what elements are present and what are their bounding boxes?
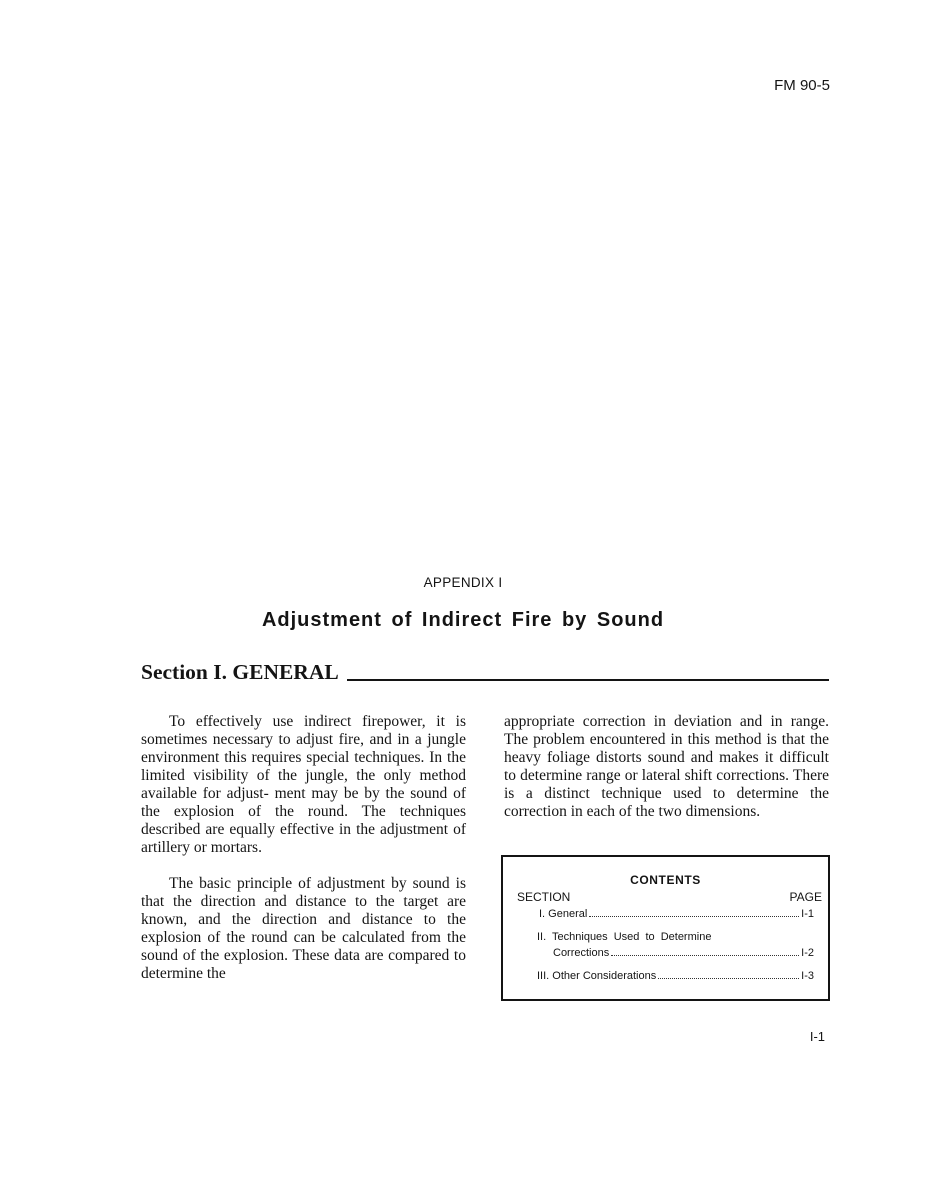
- section-title: Section I. GENERAL: [141, 660, 339, 684]
- paragraph: To effectively use indirect firepower, it is sometimes necessary to adjust fire, and in a jungle environment this requires special techniques. In the limited visibility of the jungle, the only method available for adjust- ment may be by the sound of the explosion of the round. The techniques described are equally effective in the adjustment of artillery or mortars.: [141, 713, 466, 856]
- section-heading: [141, 659, 829, 685]
- paragraph: appropriate correction in deviation and in range. The problem encountered in this method is that the heavy foliage distorts sound and makes it difficult to determine range or lateral shift corrections. There is a distinct technique used to determine the correction in each of the two dimensions.: [504, 713, 829, 820]
- toc-entry-page: I-1: [801, 908, 814, 920]
- toc-entry-techniques: [553, 947, 814, 959]
- page-number: I-1: [809, 1029, 825, 1044]
- toc-entry-label: I. General: [539, 908, 588, 920]
- toc-entry-page: I-3: [801, 970, 814, 982]
- contents-page-header: PAGE: [789, 890, 822, 904]
- contents-box: [501, 855, 830, 1001]
- left-column: [141, 713, 466, 983]
- toc-entry-page: I-2: [801, 947, 814, 959]
- toc-entry-other: [537, 970, 814, 982]
- appendix-label: APPENDIX I: [423, 575, 503, 590]
- contents-section-header: SECTION: [517, 890, 571, 904]
- appendix-title: Adjustment of Indirect Fire by Sound: [261, 609, 665, 631]
- toc-entry-label: III. Other Considerations: [537, 970, 657, 982]
- toc-entry-techniques-line1: II. Techniques Used to Determine: [537, 931, 712, 943]
- section-rule: [347, 679, 829, 681]
- dot-leader: [589, 916, 799, 917]
- document-id: FM 90-5: [774, 77, 830, 94]
- toc-entry-label: Corrections: [553, 947, 610, 959]
- contents-title: CONTENTS: [630, 873, 701, 887]
- paragraph: The basic principle of adjustment by sound is that the direction and distance to the target are known, and the direction and distance to the explosion of the round can be calculated from the sound of the explosion. These data are compared to determine the: [141, 875, 466, 982]
- toc-entry-general: [539, 908, 814, 920]
- right-column: [504, 713, 829, 821]
- dot-leader: [658, 978, 799, 979]
- dot-leader: [611, 955, 799, 956]
